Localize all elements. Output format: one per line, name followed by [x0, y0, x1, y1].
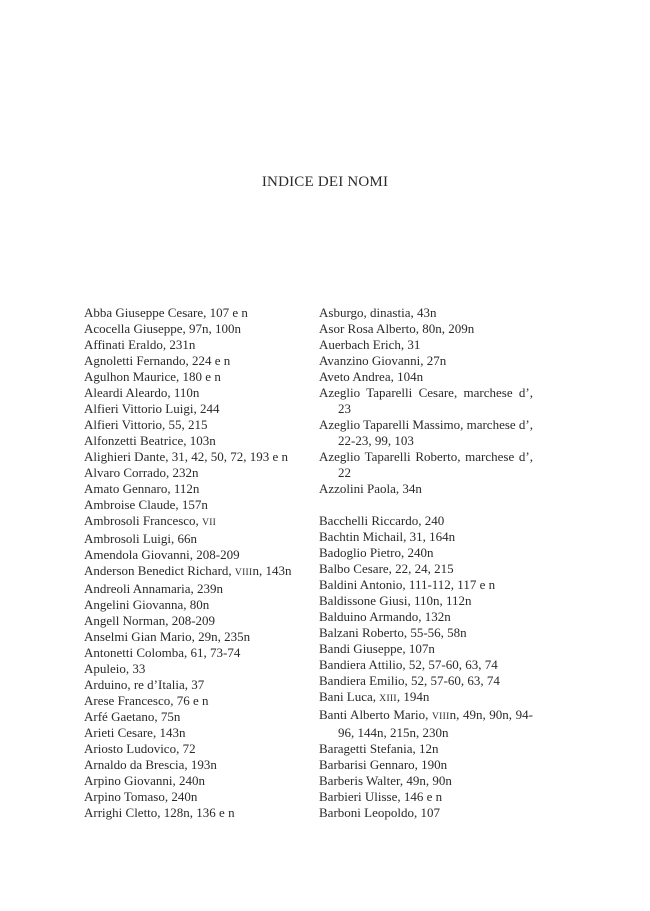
index-entry: Barbieri Ulisse, 146 e n — [319, 789, 443, 804]
index-entry: Andreoli Annamaria, 239n — [84, 581, 223, 596]
index-entry: Banti Alberto Mario, VIIIn, 49n, 90n, 94-96, 144n, 215n, 230n — [319, 707, 533, 740]
index-entry: Azeglio Taparelli Roberto, marchese d’, 22 — [319, 449, 533, 480]
index-entry: Arpino Tomaso, 240n — [84, 789, 198, 804]
index-entry: Bandi Giuseppe, 107n — [319, 641, 435, 656]
index-entry: Baldissone Giusi, 110n, 112n — [319, 593, 472, 608]
index-entry: Ambrosoli Francesco, VII — [84, 513, 217, 528]
index-entry: Bachtin Michail, 31, 164n — [319, 529, 456, 544]
index-column-right — [319, 305, 533, 821]
index-entry: Azeglio Taparelli Massimo, marchese d’, 22-23, 99, 103 — [319, 417, 534, 448]
index-entry: Bandiera Emilio, 52, 57-60, 63, 74 — [319, 673, 500, 688]
index-entry: Arfé Gaetano, 75n — [84, 709, 181, 724]
index-entry: Asburgo, dinastia, 43n — [319, 305, 437, 320]
index-entry: Baldini Antonio, 111-112, 117 e n — [319, 577, 496, 592]
index-entry: Acocella Giuseppe, 97n, 100n — [84, 321, 242, 336]
index-entry: Alfieri Vittorio, 55, 215 — [84, 417, 208, 432]
index-entry: Alfonzetti Beatrice, 103n — [84, 433, 216, 448]
index-entry: Bacchelli Riccardo, 240 — [319, 513, 445, 528]
index-entry: Arese Francesco, 76 e n — [84, 693, 209, 708]
index-entry: Aveto Andrea, 104n — [319, 369, 424, 384]
index-entry: Anselmi Gian Mario, 29n, 235n — [84, 629, 251, 644]
index-entry: Arpino Giovanni, 240n — [84, 773, 205, 788]
index-entry: Amato Gennaro, 112n — [84, 481, 200, 496]
index-entry: Arieti Cesare, 143n — [84, 725, 186, 740]
index-entry: Aleardi Aleardo, 110n — [84, 385, 200, 400]
index-entry: Barberis Walter, 49n, 90n — [319, 773, 452, 788]
index-entry: Balzani Roberto, 55-56, 58n — [319, 625, 467, 640]
index-entry: Azzolini Paola, 34n — [319, 481, 422, 496]
index-entry: Arduino, re d’Italia, 37 — [84, 677, 205, 692]
index-entry: Auerbach Erich, 31 — [319, 337, 421, 352]
index-entry: Bani Luca, XIII, 194n — [319, 689, 430, 704]
index-entry: Affinati Eraldo, 231n — [84, 337, 196, 352]
index-column-left — [84, 305, 298, 821]
index-entry: Agnoletti Fernando, 224 e n — [84, 353, 231, 368]
index-entry: Alvaro Corrado, 232n — [84, 465, 199, 480]
index-entry: Baragetti Stefania, 12n — [319, 741, 439, 756]
index-entry: Amendola Giovanni, 208-209 — [84, 547, 240, 562]
index-entry: Angell Norman, 208-209 — [84, 613, 216, 628]
index-entry: Arrighi Cletto, 128n, 136 e n — [84, 805, 235, 820]
index-entry: Apuleio, 33 — [84, 661, 146, 676]
index-entry: Asor Rosa Alberto, 80n, 209n — [319, 321, 475, 336]
index-entry: Anderson Benedict Richard, VIIIn, 143n — [84, 563, 292, 578]
index-entry: Barboni Leopoldo, 107 — [319, 805, 440, 820]
index-entry: Barbarisi Gennaro, 190n — [319, 757, 448, 772]
index-entry: Bandiera Attilio, 52, 57-60, 63, 74 — [319, 657, 498, 672]
index-entry: Alighieri Dante, 31, 42, 50, 72, 193 e n — [84, 449, 288, 464]
index-entry: Balduino Armando, 132n — [319, 609, 451, 624]
index-entry: Angelini Giovanna, 80n — [84, 597, 210, 612]
index-entry: Ambrosoli Luigi, 66n — [84, 531, 198, 546]
index-entry: Balbo Cesare, 22, 24, 215 — [319, 561, 454, 576]
index-entry: Ambroise Claude, 157n — [84, 497, 208, 512]
index-entry: Ariosto Ludovico, 72 — [84, 741, 196, 756]
index-entry: Agulhon Maurice, 180 e n — [84, 369, 221, 384]
index-letter-gap — [319, 497, 533, 513]
page-title: INDICE DEI NOMI — [261, 174, 389, 190]
index-entry: Azeglio Taparelli Cesare, marchese d’, 23 — [319, 385, 533, 416]
index-entry: Abba Giuseppe Cesare, 107 e n — [84, 305, 248, 320]
index-entry: Badoglio Pietro, 240n — [319, 545, 434, 560]
index-entry: Antonetti Colomba, 61, 73-74 — [84, 645, 241, 660]
index-entry: Avanzino Giovanni, 27n — [319, 353, 447, 368]
index-entry: Arnaldo da Brescia, 193n — [84, 757, 217, 772]
index-entry: Alfieri Vittorio Luigi, 244 — [84, 401, 220, 416]
